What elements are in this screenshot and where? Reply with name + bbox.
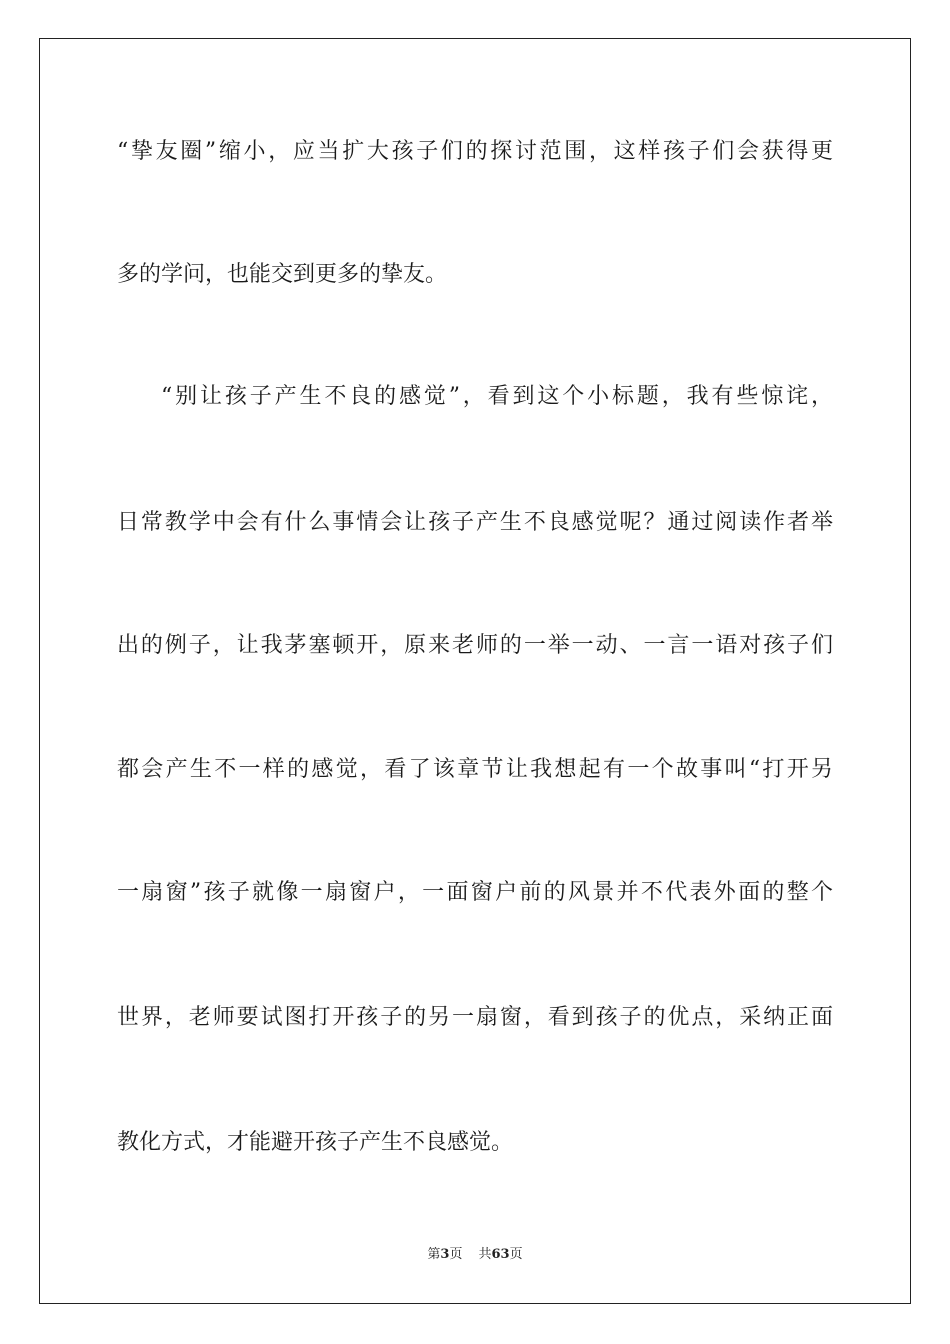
text-line: 一扇窗”孩子就像一扇窗户，一面窗户前的风景并不代表外面的整个: [117, 880, 833, 905]
text-line: “别让孩子产生不良的感觉”，看到这个小标题，我有些惊诧，: [161, 384, 833, 409]
page-suffix: 页: [449, 1247, 463, 1262]
page-footer: [0, 1246, 950, 1264]
text-line: 世界，老师要试图打开孩子的另一扇窗，看到孩子的优点，采纳正面: [117, 1005, 833, 1030]
total-pages: 63: [491, 1247, 510, 1262]
text-line: 出的例子，让我茅塞顿开，原来老师的一举一动、一言一语对孩子们: [117, 633, 833, 658]
page-border: [39, 38, 911, 1304]
text-line: 日常教学中会有什么事情会让孩子产生不良感觉呢？通过阅读作者举: [117, 510, 833, 535]
page-number: 3: [440, 1247, 450, 1262]
total-prefix: 共: [478, 1247, 492, 1262]
page-prefix: 第: [427, 1247, 441, 1262]
text-line: 多的学问，也能交到更多的挚友。: [117, 262, 448, 287]
text-line: 教化方式，才能避开孩子产生不良感觉。: [117, 1130, 514, 1155]
total-suffix: 页: [509, 1247, 523, 1262]
text-line: “挚友圈”缩小，应当扩大孩子们的探讨范围，这样孩子们会获得更: [117, 139, 833, 164]
text-line: 都会产生不一样的感觉，看了该章节让我想起有一个故事叫“打开另: [117, 757, 833, 782]
